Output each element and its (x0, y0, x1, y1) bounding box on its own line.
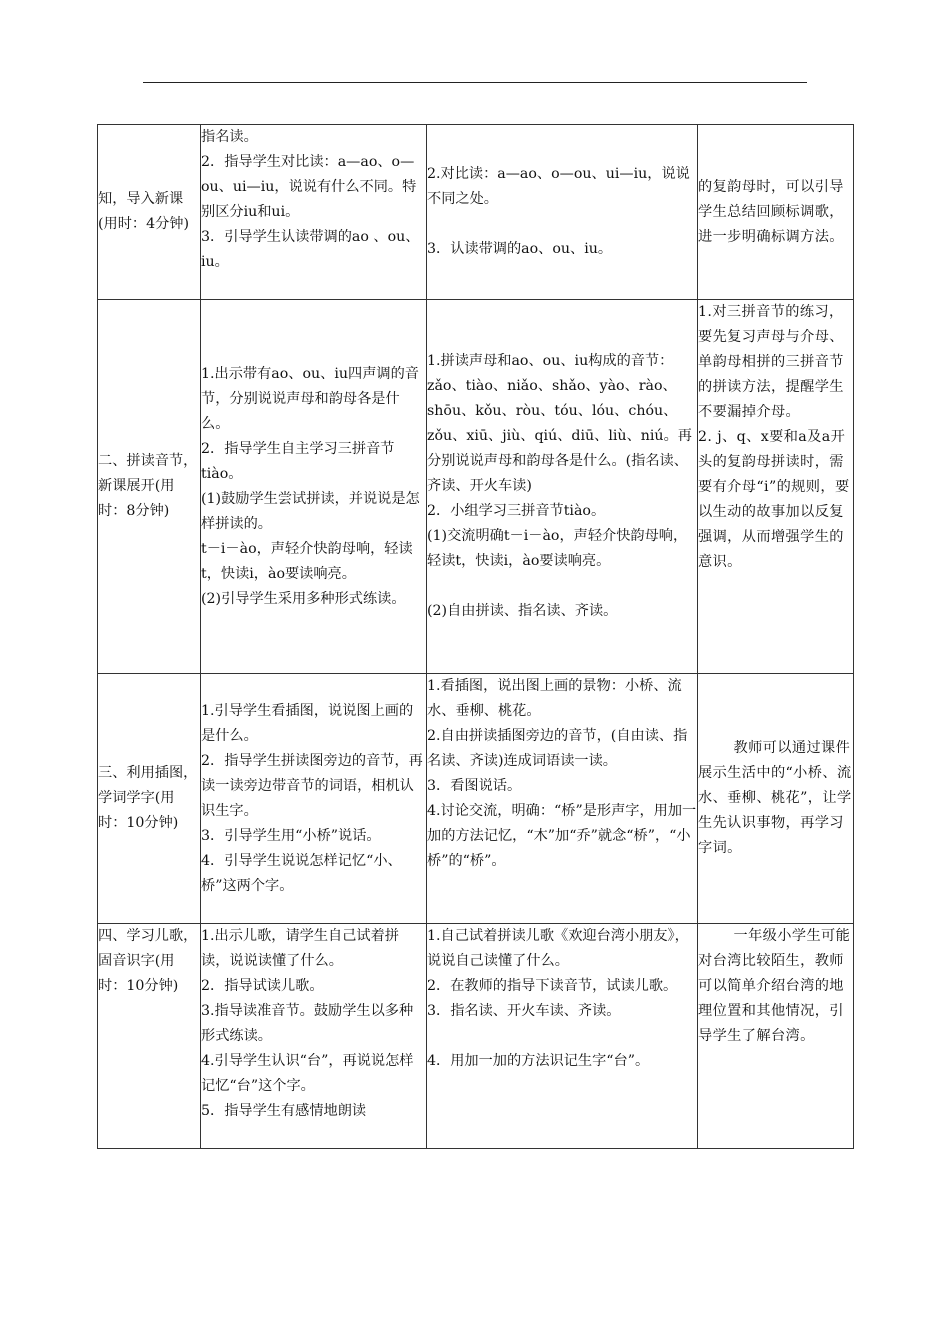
table-row (98, 300, 854, 674)
table-row (98, 924, 854, 1149)
header-rule (143, 82, 807, 83)
design-note: 2. j、q、x要和a及a开头的复韵母拼读时，需要有介母“i”的规则，要以生动的故事加以反复强调，从而增强学生的意识。 (698, 429, 850, 570)
teacher-activity-cell (201, 924, 427, 1149)
table-row (98, 674, 854, 924)
student-step: 2．在教师的指导下读音节，试读儿歌。 (427, 978, 678, 994)
student-step: (1)交流明确t－i－ào，声轻介快韵母响，轻读t，快读i，ào要读响亮。 (427, 528, 688, 569)
stage-cell (98, 125, 201, 300)
table-row (98, 125, 854, 300)
stage-label: 三、利用插图，学词学字(用时：10分钟) (98, 765, 198, 831)
student-step: 3．看图说话。 (427, 778, 522, 794)
teacher-step: t－i－ào，声轻介快韵母响，轻读t，快读i，ào要读响亮。 (201, 540, 413, 582)
teacher-step: 1.引导学生看插图，说说图上画的是什么。 (201, 702, 414, 744)
teacher-step: 2．指导试读儿歌。 (201, 978, 324, 994)
student-activity-cell (427, 924, 698, 1149)
design-note-cell (698, 300, 854, 674)
teacher-activity-cell (201, 674, 427, 924)
stage-cell (98, 674, 201, 924)
teacher-step: 2．指导学生对比读：a—ao、o—ou、ui—iu，说说有什么不同。特别区分iu和ui。 (201, 154, 417, 220)
teacher-step: 2．指导学生拼读图旁边的音节，再读一读旁边带音节的词语，相机认识生字。 (201, 752, 423, 819)
stage-cell (98, 924, 201, 1149)
teacher-step: 4．引导学生说说怎样记忆“小、桥”这两个字。 (201, 852, 402, 894)
student-step: 4．用加一加的方法识记生字“台”。 (427, 1053, 650, 1069)
teacher-step: (2)引导学生采用多种形式练读。 (201, 590, 406, 607)
student-step: 2.自由拼读插图旁边的音节，(自由读、指名读、齐读)连成词语读一读。 (427, 728, 688, 769)
student-step: 2．小组学习三拼音节tiào。 (427, 503, 606, 519)
student-step: 2.对比读：a—ao、o—ou、ui—iu，说说不同之处。 (427, 166, 690, 207)
student-step: 4.讨论交流，明确：“桥”是形声字，用加一加的方法记忆，“木”加“乔”就念“桥”，“小桥”的“桥”。 (427, 803, 697, 869)
design-note: 教师可以通过课件展示生活中的“小桥、流水、垂柳、桃花”，让学生先认识事物，再学习字词。 (698, 740, 852, 856)
student-step: 1.拼读声母和ao、ou、iu构成的音节： (427, 353, 674, 369)
student-step: 1.自己试着拼读儿歌《欢迎台湾小朋友》，说说自己读懂了什么。 (427, 928, 689, 969)
student-step: 3．认读带调的ao、ou、iu。 (427, 241, 613, 257)
student-activity-cell (427, 125, 698, 300)
student-step: 3．指名读、开火车读、齐读。 (427, 1003, 621, 1019)
teacher-step: 4.引导学生认识“台”，再说说怎样记忆“台”这个字。 (201, 1053, 414, 1094)
design-note: 一年级小学生可能对台湾比较陌生，教师可以简单介绍台湾的地理位置和其他情况，引导学生了解台湾。 (698, 928, 851, 1044)
stage-cell (98, 300, 201, 674)
teacher-step: 3．引导学生认读带调的ao 、ou、iu。 (201, 229, 420, 270)
stage-label: 四、学习儿歌，固音识字(用时：10分钟) (98, 928, 198, 994)
student-step: 1.看插图，说出图上画的景物：小桥、流水、垂柳、桃花。 (427, 678, 682, 719)
stage-label: 二、拼读音节，新课展开(用时：8分钟) (98, 453, 198, 519)
design-note: 1.对三拼音节的练习，要先复习声母与介母、单韵母相拼的三拼音节的拼读方法，提醒学生不要漏掉介母。 (698, 304, 844, 420)
student-step: (2)自由拼读、指名读、齐读。 (427, 603, 618, 619)
stage-label: 知，导入新课(用时：4分钟) (98, 191, 190, 232)
design-note-cell (698, 125, 854, 300)
teacher-activity-cell (201, 125, 427, 300)
student-step: zǎo、tiào、niǎo、shǎo、yào、rào、shōu、kǒu、ròu、tóu、lóu、chóu、zǒu、xiū、jiù、qiú、diū、liù、niú。再分别说说声母和韵母各是什么。(指名读、齐读、开火车读) (427, 378, 692, 494)
teacher-step: 2．指导学生自主学习三拼音节tiào。 (201, 440, 395, 482)
lesson-plan-table (97, 124, 854, 1149)
student-activity-cell (427, 674, 698, 924)
design-note: 的复韵母时，可以引导学生总结回顾标调歌，进一步明确标调方法。 (698, 178, 844, 245)
design-note-cell (698, 674, 854, 924)
teacher-step: 5．指导学生有感情地朗读 (201, 1103, 367, 1119)
design-note-cell (698, 924, 854, 1149)
teacher-step: 1.出示儿歌，请学生自己试着拼读，说说读懂了什么。 (201, 928, 399, 969)
teacher-activity-cell (201, 300, 427, 674)
teacher-step: (1)鼓励学生尝试拼读，并说说是怎样拼读的。 (201, 490, 420, 532)
teacher-step: 3.指导读准音节。鼓励学生以多种形式练读。 (201, 1003, 414, 1044)
student-activity-cell (427, 300, 698, 674)
teacher-step: 1.出示带有ao、ou、iu四声调的音节，分别说说声母和韵母各是什么。 (201, 365, 419, 432)
teacher-step: 3．引导学生用“小桥”说话。 (201, 827, 381, 844)
teacher-step: 指名读。 (201, 129, 258, 145)
